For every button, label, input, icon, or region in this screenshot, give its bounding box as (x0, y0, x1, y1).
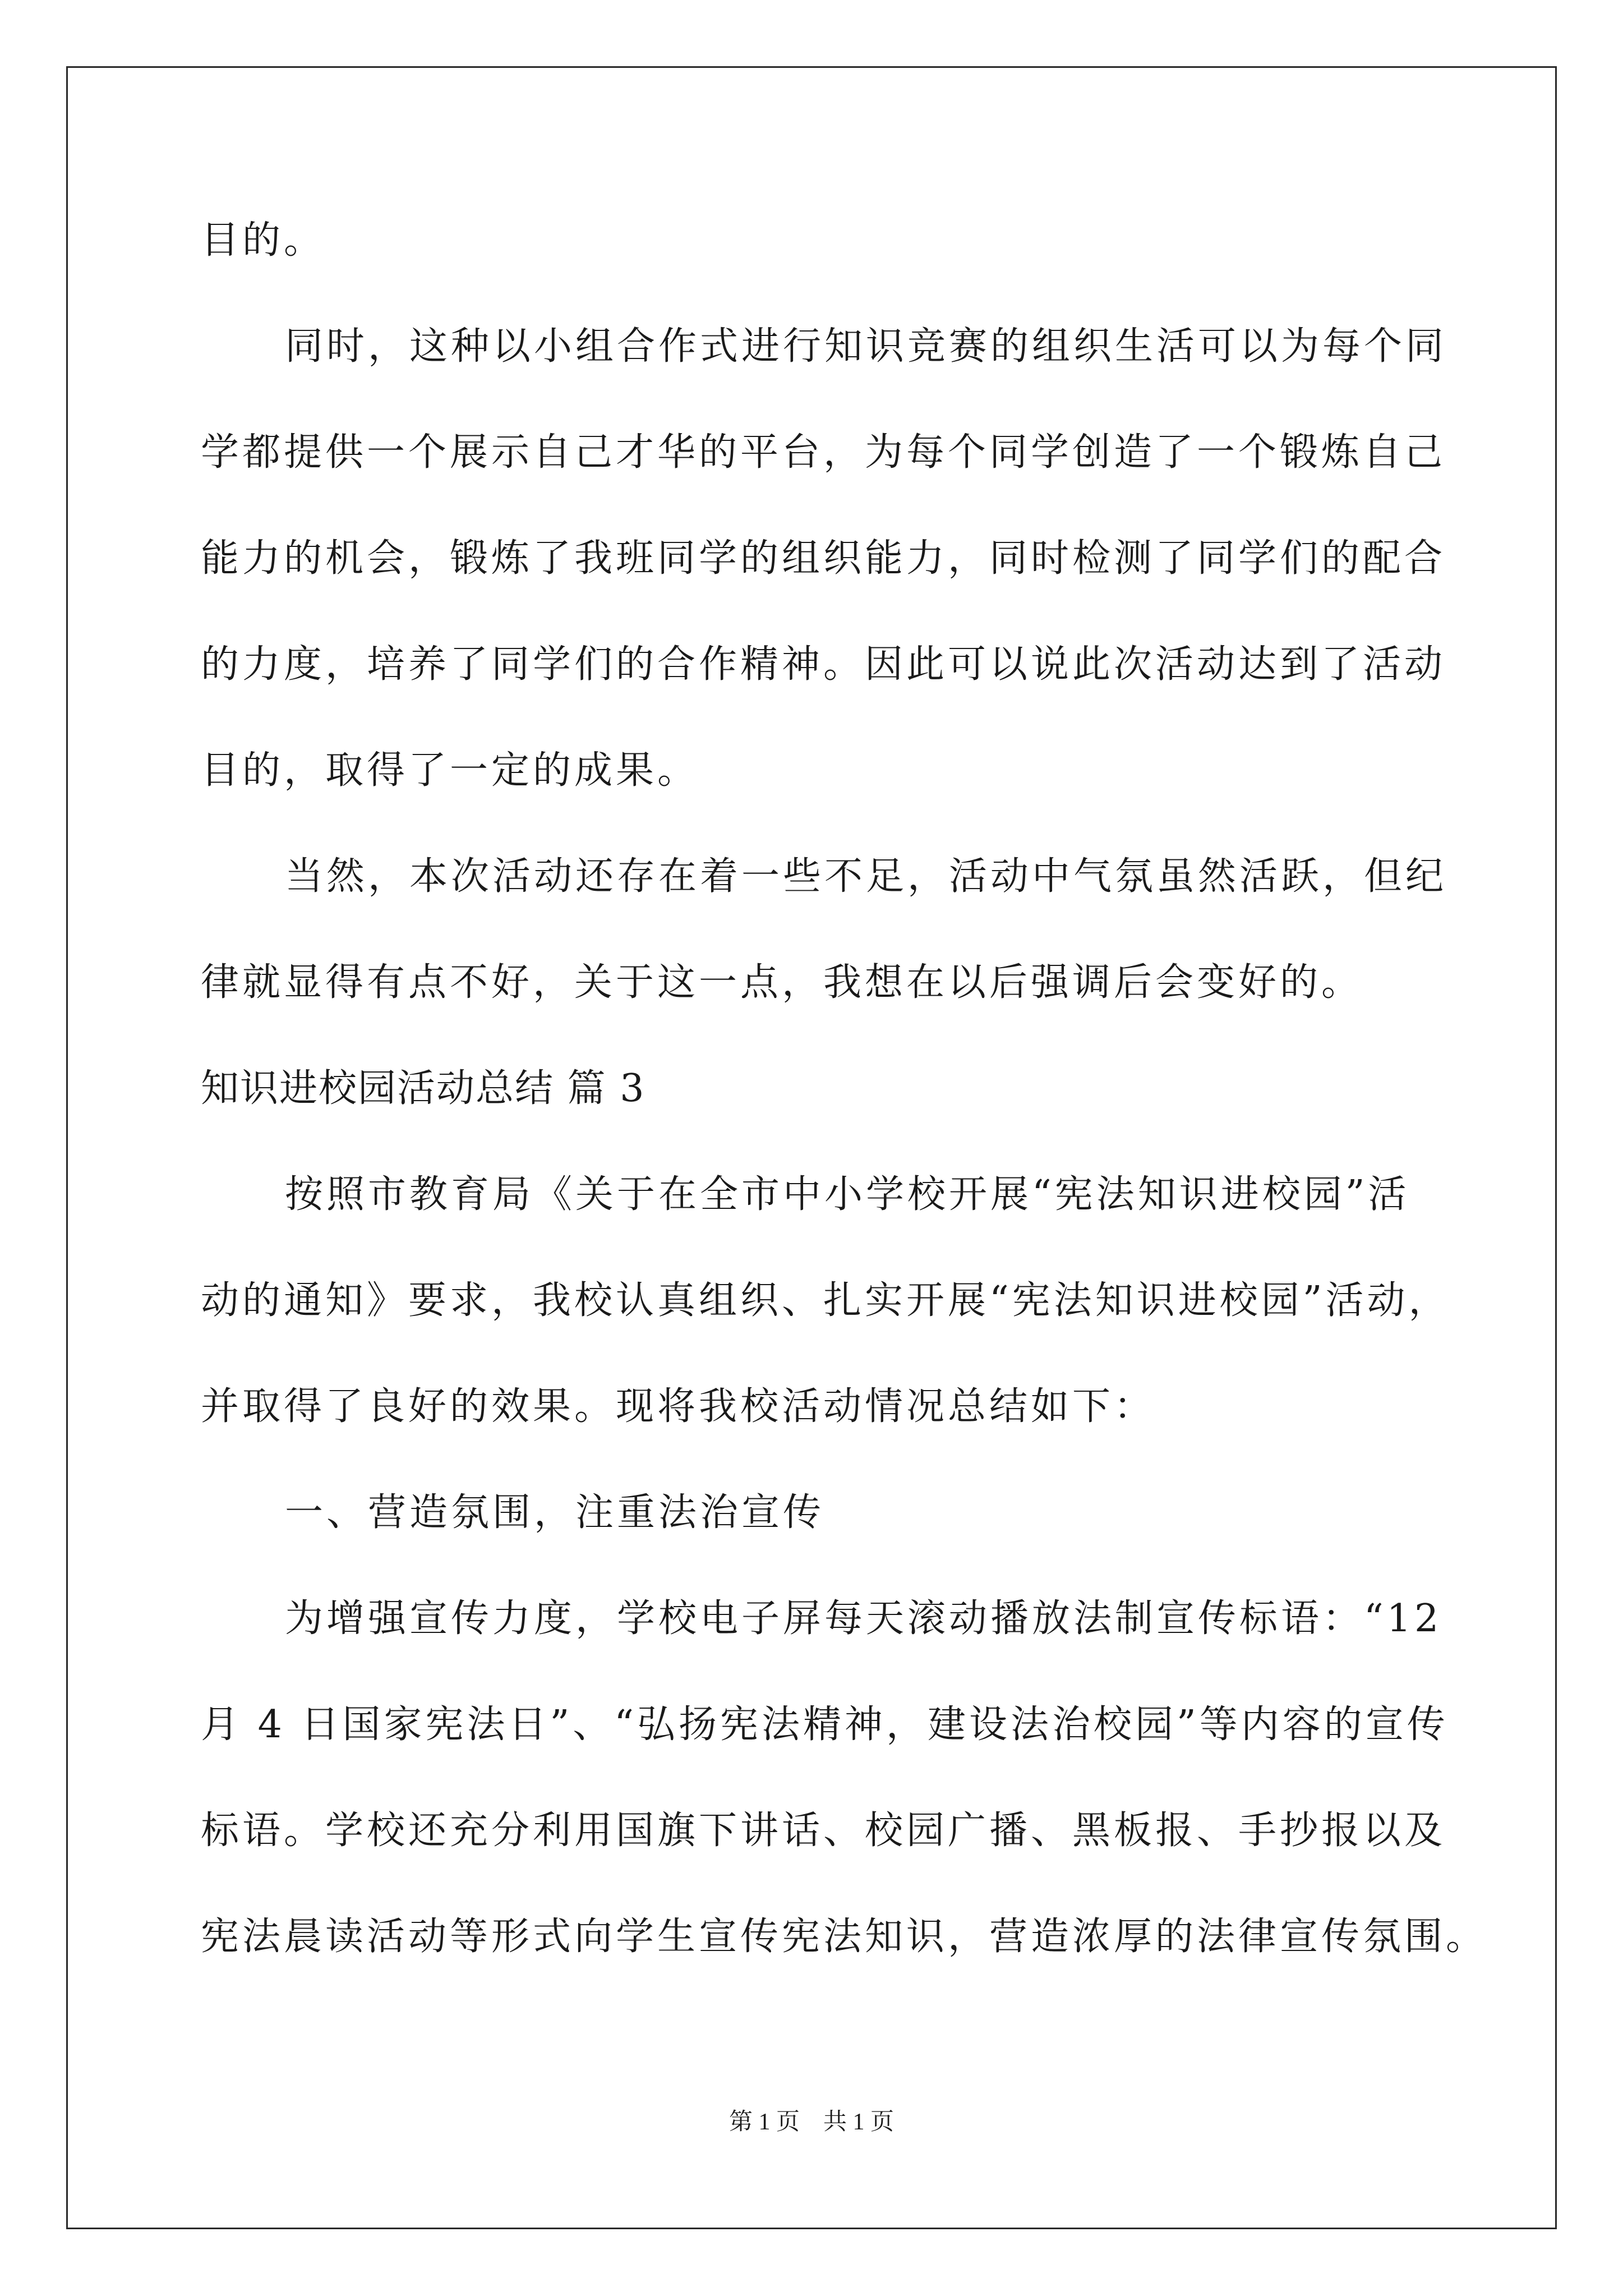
text-line: 并取得了良好的效果。现将我校活动情况总结如下： (201, 1384, 1156, 1429)
page-border (66, 66, 1557, 2229)
text-line: 目的，取得了一定的成果。 (201, 748, 699, 793)
paragraph-start: 同时，这种以小组合作式进行知识竞赛的组织生活可以为每个同 (285, 324, 1447, 369)
page-footer: 第 1 页 共 1 页 (728, 2109, 894, 2135)
text-line: 学都提供一个展示自己才华的平台，为每个同学创造了一个锻炼自己 (201, 430, 1446, 475)
text-line: 宪法晨读活动等形式向学生宣传宪法知识，营造浓厚的法律宣传氛围。 (201, 1915, 1488, 1959)
text-line: 动的通知》要求，我校认真组织、扎实开展“宪法知识进校园”活动， (201, 1278, 1450, 1323)
text-line: 标语。学校还充分利用国旗下讲话、校园广播、黑板报、手抄报以及 (201, 1809, 1446, 1853)
subsection-heading: 一、营造氛围，注重法治宣传 (285, 1490, 825, 1535)
text-line: 的力度，培养了同学们的合作精神。因此可以说此次活动达到了活动 (201, 642, 1446, 687)
paragraph-start: 为增强宣传力度，学校电子屏每天滚动播放法制宣传标语：“12 (285, 1596, 1442, 1641)
paragraph-start: 按照市教育局《关于在全市中小学校开展“宪法知识进校园”活 (285, 1172, 1410, 1217)
text-line: 目的。 (201, 218, 326, 263)
text-line: 月 4 日国家宪法日”、“弘扬宪法精神，建设法治校园”等内容的宣传 (201, 1703, 1449, 1747)
text-line: 能力的机会，锻炼了我班同学的组织能力，同时检测了同学们的配合 (201, 536, 1446, 581)
text-line: 律就显得有点不好，关于这一点，我想在以后强调后会变好的。 (201, 960, 1363, 1005)
section-heading: 知识进校园活动总结 篇 3 (201, 1066, 645, 1111)
paragraph-start: 当然，本次活动还存在着一些不足，活动中气氛虽然活跃，但纪 (285, 854, 1447, 899)
